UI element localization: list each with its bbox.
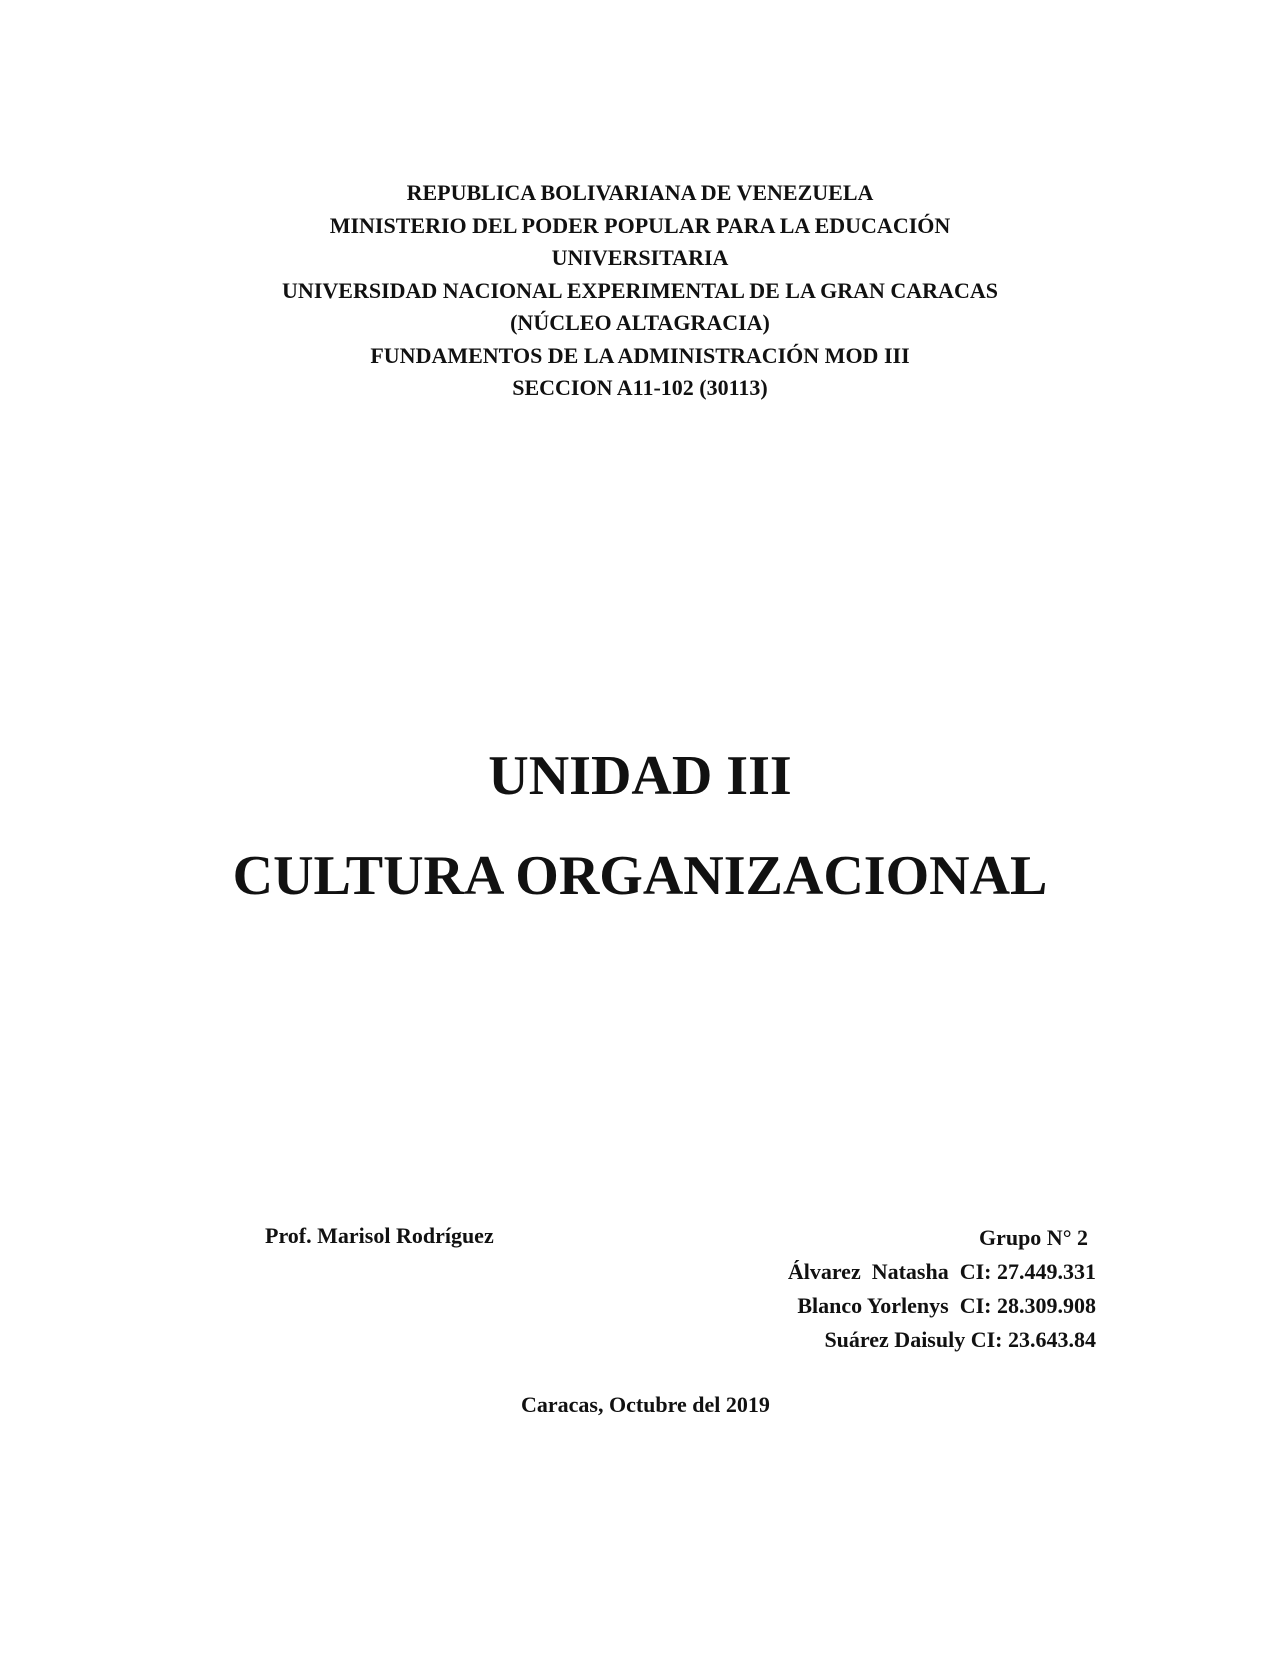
header-line-ministry: MINISTERIO DEL PODER POPULAR PARA LA EDUCACIÓN (329, 212, 951, 238)
topic-title: CULTURA ORGANIZACIONAL (232, 845, 1048, 907)
place-and-date: Caracas, Octubre del 2019 (521, 1392, 770, 1417)
group-member: Álvarez Natasha CI: 27.449.331 (787, 1259, 1096, 1284)
document-title (0, 726, 1280, 926)
header-line-university: UNIVERSIDAD NACIONAL EXPERIMENTAL DE LA GRAN CARACAS (282, 277, 998, 303)
group-members-block (788, 1221, 1096, 1357)
unit-title: UNIDAD III (488, 745, 792, 807)
professor-name: Prof. Marisol Rodríguez (265, 1223, 494, 1248)
header-line-republic: REPUBLICA BOLIVARIANA DE VENEZUELA (406, 180, 874, 205)
header-line-ministry-continued: UNIVERSITARIA (551, 245, 729, 270)
header-line-campus: (NÚCLEO ALTAGRACIA) (510, 310, 770, 335)
header-line-course: FUNDAMENTOS DE LA ADMINISTRACIÓN MOD III (370, 342, 910, 368)
group-title: Grupo N° 2 (978, 1225, 1088, 1250)
group-member: Blanco Yorlenys CI: 28.309.908 (797, 1293, 1096, 1318)
institution-header (0, 177, 1280, 405)
group-member: Suárez Daisuly CI: 23.643.84 (824, 1327, 1096, 1352)
header-line-section: SECCION A11-102 (30113) (512, 375, 768, 400)
